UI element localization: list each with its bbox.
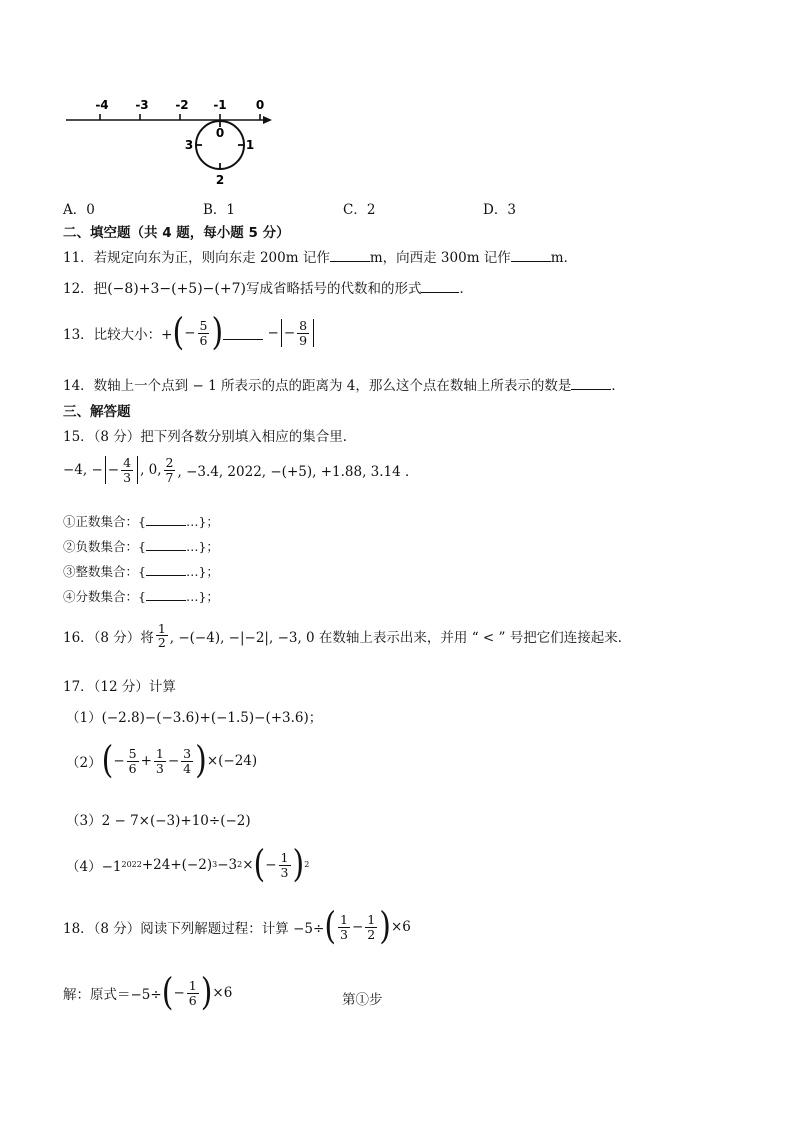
answer-blank[interactable] — [330, 249, 370, 262]
arrow-head-icon — [263, 116, 272, 124]
q17-part-4: （4）−1 2022 +24+(−2) 3 −3 2 × ( − $\frac{1}{3}$ ) 2 — [66, 842, 310, 887]
circle-label-left: 3 — [184, 138, 194, 152]
question-14 — [63, 374, 625, 394]
fraction: $\frac{1}{3}$ — [280, 850, 289, 880]
q17-part-1: （1）(−2.8)−(−3.6)+(−1.5)−(+3.6)； — [66, 710, 323, 726]
question-16: 16．（8 分）将 $\frac{1}{2}$ , −(−4), −|−2|, −3, 0 在数轴上表示出来，并用 “ < ” 号把它们连接起来． — [63, 621, 632, 651]
answer-blank[interactable] — [146, 513, 186, 526]
q12-prefix: 12．把 — [63, 281, 108, 297]
section-title-fill-blank: 二、填空题（共 4 题，每小题 5 分） — [63, 225, 290, 241]
fraction: $\frac{1}{2}$ — [157, 621, 166, 651]
set-integer: ③整数集合：{ …}； — [63, 564, 219, 579]
set-fraction: ④分数集合：{ …}； — [63, 589, 219, 604]
answer-blank[interactable] — [146, 588, 186, 601]
q17-part-2: （2） ( − $\frac{5}{6}$ + $\frac{1}{3}$ − $\frac{3}{4}$ ) ×(−24) — [66, 738, 258, 783]
option-b: B．1 — [203, 202, 236, 218]
tick-label: -1 — [213, 98, 227, 112]
q12-suffix: 写成省略括号的代数和的形式 — [245, 281, 422, 297]
fraction: $\frac{4}{3}$ — [123, 455, 132, 485]
q18-solution-step-1: 解：原式＝−5÷ ( − $\frac{1}{6}$ ) ×6 — [63, 970, 233, 1015]
circle-label-right: 1 — [245, 138, 255, 152]
question-11 — [63, 246, 577, 266]
question-12 — [63, 277, 473, 297]
set-positive: ①正数集合：{ …}； — [63, 514, 219, 529]
q11-mid: m，向西走 300m 记作 — [369, 250, 511, 266]
q14-text: 14．数轴上一个点到 − 1 所表示的点的距离为 4，那么这个点在数轴上所表示的数是 — [63, 378, 572, 394]
fraction: $\frac{1}{2}$ — [367, 912, 376, 942]
fraction: $\frac{1}{3}$ — [340, 912, 348, 942]
q13-prefix: 13．比较大小：+ — [63, 327, 173, 343]
fraction: $\frac{5}{6}$ — [199, 318, 208, 348]
fraction: $\frac{2}{7}$ — [165, 455, 174, 485]
q14-end: ． — [611, 378, 625, 394]
fraction: $\frac{8}{9}$ — [299, 318, 308, 348]
set-negative: ②负数集合：{ …}； — [63, 539, 219, 554]
answer-blank[interactable] — [146, 538, 186, 551]
answer-blank[interactable] — [511, 249, 551, 262]
circle-label-top: 0 — [215, 126, 225, 140]
question-13: 13．比较大小：+ ( − $\frac{5}{6}$ ) − − $\frac{8}{9}$ — [63, 318, 316, 348]
q11-suffix: m． — [550, 250, 578, 266]
tick-label: -3 — [135, 98, 149, 112]
option-c: C．2 — [343, 202, 376, 218]
question-17-title: 17．（12 分）计算 — [63, 679, 176, 695]
number-line-figure — [60, 92, 290, 192]
question-18-title: 18．（8 分）阅读下列解题过程：计算 −5÷ ( $\frac{1}{3}$ − $\frac{1}{2}$ ) ×6 — [63, 904, 411, 949]
section-title-solve: 三、解答题 — [63, 404, 131, 420]
tick-label: 0 — [255, 98, 265, 112]
q12-end: ． — [459, 281, 473, 297]
circle-label-bottom: 2 — [215, 173, 225, 187]
tick-label: -4 — [95, 98, 109, 112]
answer-blank[interactable] — [571, 377, 611, 390]
question-15-list: −4, − − $\frac{4}{3}$ , 0, $\frac{2}{7}$ , −3.4, 2022, −(+5), +1.88, 3.14 ． — [63, 455, 419, 485]
fraction: $\frac{5}{6}$ — [128, 746, 137, 776]
q11-prefix: 11．若规定向东为正，则向东走 200m 记作 — [63, 250, 330, 266]
fraction: $\frac{3}{4}$ — [183, 746, 192, 776]
answer-blank[interactable] — [146, 563, 186, 576]
option-d: D．3 — [483, 202, 516, 218]
q12-expression: (−8)+3−(+5)−(+7) — [107, 281, 246, 297]
q17-part-3: （3）2 − 7×(−3)+10÷(−2) — [66, 813, 251, 829]
answer-blank[interactable] — [223, 327, 263, 340]
fraction: $\frac{1}{6}$ — [188, 978, 197, 1008]
question-15-title: 15．（8 分）把下列各数分别填入相应的集合里． — [63, 429, 357, 445]
fraction: $\frac{1}{3}$ — [155, 746, 164, 776]
answer-blank[interactable] — [421, 280, 459, 293]
option-a: A．0 — [63, 202, 95, 218]
step-label: 第①步 — [342, 992, 383, 1008]
tick-label: -2 — [175, 98, 189, 112]
